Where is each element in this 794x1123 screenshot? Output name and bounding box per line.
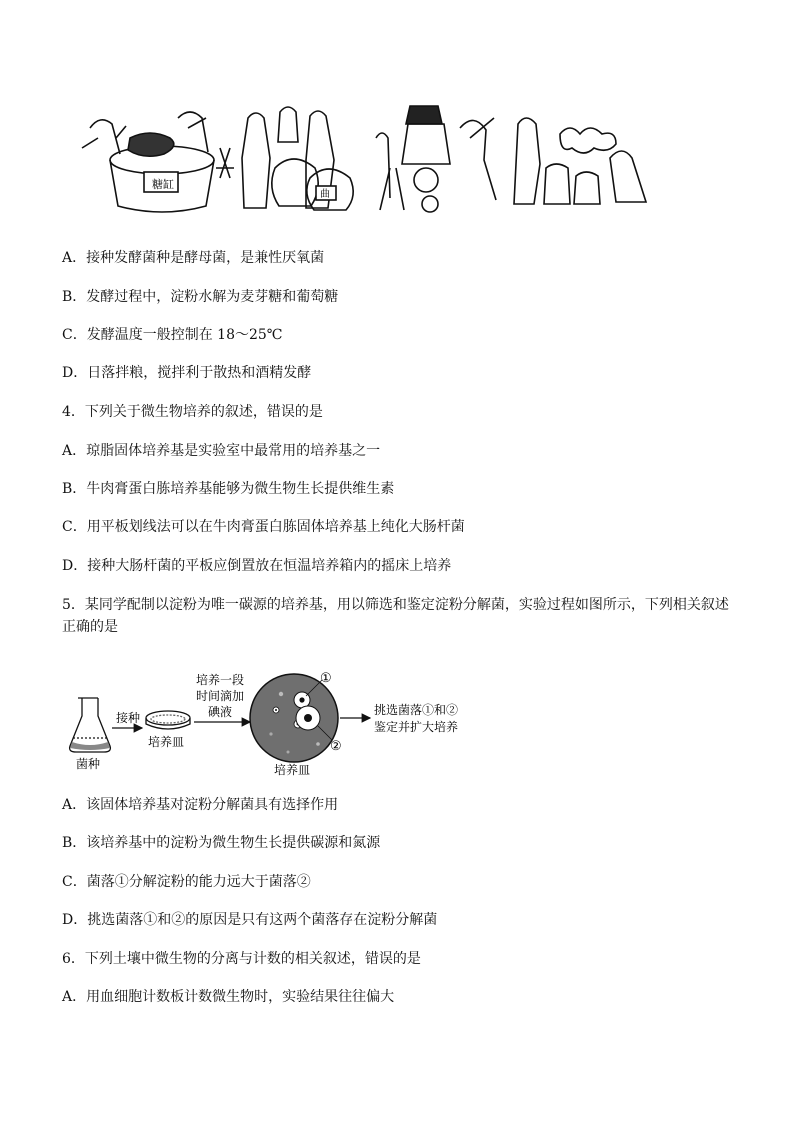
dish-label: 培养皿 — [148, 735, 185, 749]
q3-option-b: B．发酵过程中，淀粉水解为麦芽糖和葡萄糖 — [62, 289, 339, 305]
q4-option-c: C．用平板划线法可以在牛肉膏蛋白胨固体培养基上纯化大肠杆菌 — [62, 519, 465, 535]
q5-option-a: A．该固体培养基对淀粉分解菌具有选择作用 — [62, 797, 339, 813]
q5-stem: 5．某同学配制以淀粉为唯一碳源的培养基，用以筛选和鉴定淀粉分解菌，实验过程如图所示，下列相关叙述正确的是 — [62, 597, 729, 635]
plate-label: 培养皿 — [274, 763, 311, 776]
flask-icon — [70, 698, 111, 752]
scene-2-jars — [242, 107, 353, 210]
q6-stem: 6．下列土壤中微生物的分离与计数的相关叙述，错误的是 — [62, 951, 421, 967]
q5-experiment-diagram — [66, 664, 486, 776]
flask-label: 菌种 — [76, 757, 101, 771]
winemaking-illustration — [70, 98, 650, 216]
culture-plate-icon — [250, 674, 338, 762]
q5-option-b: B．该培养基中的淀粉为微生物生长提供碳源和氮源 — [62, 835, 381, 851]
scene-3-stack — [376, 106, 496, 212]
arrow-2-label-line2: 时间滴加 — [196, 689, 245, 703]
q4-option-d: D．接种大肠杆菌的平板应倒置放在恒温培养箱内的摇床上培养 — [62, 558, 452, 574]
colony-1-label: ① — [320, 671, 332, 686]
q5-option-c: C．菌落①分解淀粉的能力远大于菌落② — [62, 874, 311, 890]
q4-option-a: A．琼脂固体培养基是实验室中最常用的培养基之一 — [62, 443, 381, 459]
q3-option-a: A．接种发酵菌种是酵母菌，是兼性厌氧菌 — [62, 250, 325, 266]
q4-stem: 4．下列关于微生物培养的叙述，错误的是 — [62, 404, 323, 420]
q5-option-d: D．挑选菌落①和②的原因是只有这两个菌落存在淀粉分解菌 — [62, 912, 438, 928]
q3-option-c: C．发酵温度一般控制在 18～25℃ — [62, 327, 283, 343]
result-line-2: 鉴定并扩大培养 — [374, 720, 459, 734]
q6-option-a: A．用血细胞计数板计数微生物时，实验结果往往偏大 — [62, 989, 395, 1005]
jar-seal-label: 曲 — [320, 189, 330, 200]
q4-option-b: B．牛肉膏蛋白胨培养基能够为微生物生长提供维生素 — [62, 481, 395, 497]
vat-label: 糖缸 — [152, 178, 174, 191]
result-line-1: 挑选菌落①和② — [374, 703, 459, 717]
scene-1-vat — [82, 112, 234, 212]
arrow-1-label: 接种 — [116, 711, 141, 725]
scene-4-clouds — [514, 118, 646, 204]
petri-dish-icon — [146, 711, 190, 729]
colony-2-label: ② — [330, 739, 342, 754]
arrow-2-label-line1: 培养一段 — [196, 673, 245, 687]
q3-option-d: D．日落拌粮，搅拌利于散热和酒精发酵 — [62, 365, 312, 381]
arrow-2-label-line3: 碘液 — [208, 705, 233, 719]
